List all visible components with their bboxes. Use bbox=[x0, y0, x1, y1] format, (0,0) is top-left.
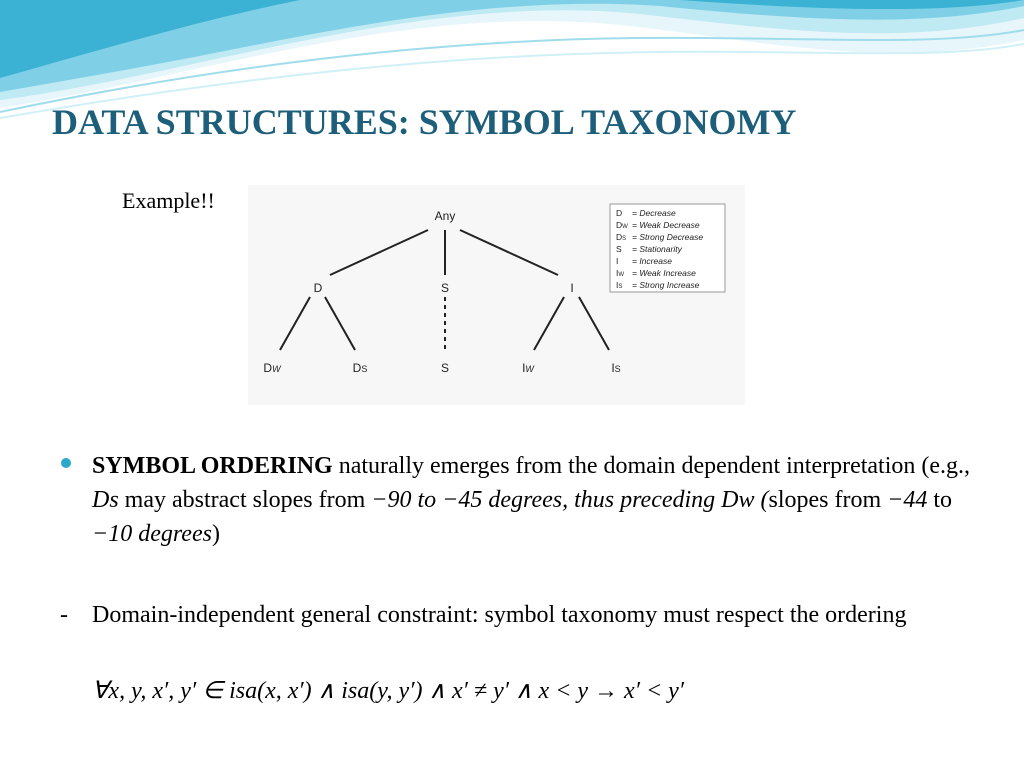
edge-any-i bbox=[460, 230, 558, 275]
example-label: Example!! bbox=[122, 188, 215, 213]
bullet-value: −10 degrees bbox=[92, 521, 212, 547]
edge-i-iw bbox=[534, 297, 564, 350]
node-d: D bbox=[313, 281, 323, 295]
node-i: I bbox=[570, 281, 574, 295]
legend-entry: IS = Strong Increase bbox=[616, 280, 700, 290]
node-s: S bbox=[440, 281, 450, 295]
bullet-text: slopes from bbox=[768, 487, 888, 513]
legend-entry: I = Increase bbox=[616, 256, 672, 266]
edge-i-is bbox=[579, 297, 609, 350]
symbol-ordering-bullet bbox=[92, 449, 972, 551]
taxonomy-tree-svg bbox=[248, 185, 745, 405]
leaf-iw: IW bbox=[522, 361, 534, 375]
legend-entry: IW = Weak Increase bbox=[616, 268, 696, 278]
slide-title: DATA STRUCTURES: SYMBOL TAXONOMY bbox=[52, 102, 797, 142]
constraint-bullet: Domain-independent general constraint: symbol taxonomy must respect the ordering bbox=[92, 602, 907, 628]
constraint-formula: ∀x, y, x′, y′ ∈ isa(x, x′) ∧ isa(y, y′) ∧ x′ ≠ y′ ∧ x < y → x′ < y′ bbox=[92, 678, 685, 704]
edge-d-ds bbox=[325, 297, 355, 350]
taxonomy-diagram bbox=[248, 185, 745, 405]
leaf-ds: DS bbox=[352, 361, 368, 375]
bullet-text: to bbox=[927, 487, 953, 513]
legend-entry: DS = Strong Decrease bbox=[616, 232, 704, 242]
bullet-text: may abstract slopes from bbox=[118, 487, 372, 513]
edge-d-dw bbox=[280, 297, 310, 350]
legend-entry: D = Decrease bbox=[616, 208, 676, 218]
legend-entry: S = Stationarity bbox=[616, 244, 682, 254]
bullet-text: naturally emerges from the domain dependent interpretation (e.g., bbox=[332, 453, 971, 479]
bullet-value: −44 bbox=[887, 487, 928, 513]
edge-any-d bbox=[330, 230, 428, 275]
bullet-heading: SYMBOL ORDERING bbox=[92, 453, 333, 479]
leaf-is: IS bbox=[611, 361, 621, 375]
bullet-dot-icon bbox=[61, 458, 71, 468]
bullet-term-ds: Ds bbox=[92, 487, 119, 513]
leaf-dw: DW bbox=[263, 361, 281, 375]
leaf-s: S bbox=[440, 361, 450, 375]
dash-marker: - bbox=[60, 602, 68, 628]
bullet-text: ) bbox=[211, 521, 220, 547]
node-any: Any bbox=[434, 209, 456, 223]
bullet-range: −90 to −45 degrees, thus preceding Dw ( bbox=[371, 487, 769, 513]
legend-entry: DW = Weak Decrease bbox=[616, 220, 700, 230]
